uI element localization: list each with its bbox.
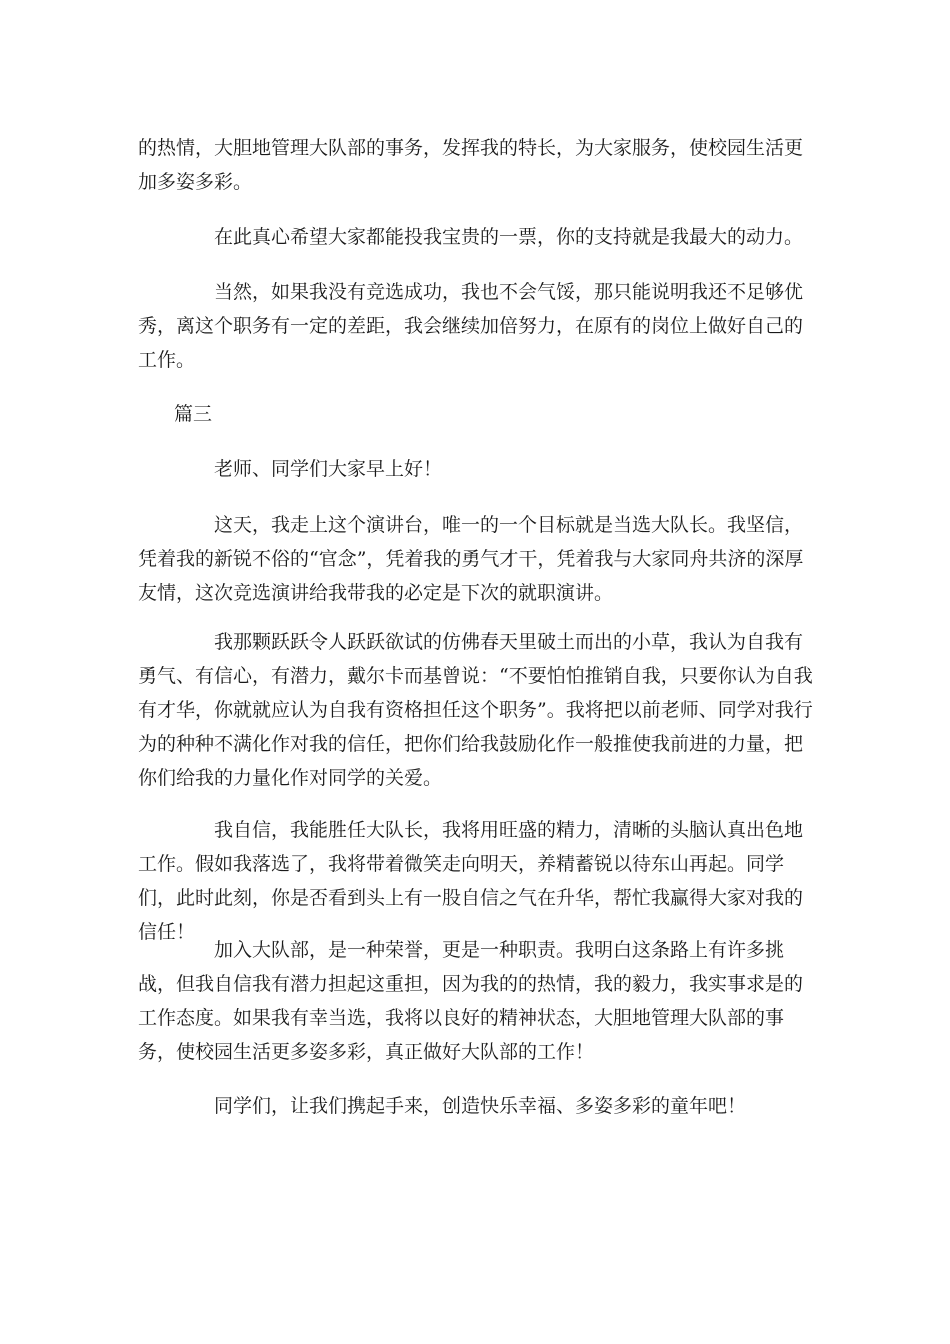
paragraph-2: 在此真心希望大家都能投我宝贵的一票，你的支持就是我最大的动力。 — [214, 226, 804, 248]
paragraph-4: 老师、同学们大家早上好！ — [214, 458, 443, 480]
paragraph-3: 当然，如果我没有竞选成功，我也不会气馁，那只能说明我还不足够优秀，离这个职务有一定的差距，我会继续加倍努力，在原有的岗位上做好自己的工作。 — [138, 281, 804, 371]
paragraph-9: 同学们，让我们携起手来，创造快乐幸福、多姿多彩的童年吧！ — [214, 1095, 747, 1117]
paragraph-1: 的热情，大胆地管理大队部的事务，发挥我的特长，为大家服务，使校园生活更加多姿多彩。 — [138, 137, 804, 193]
paragraph-6: 我那颗跃跃令人跃跃欲试的仿佛春天里破土而出的小草，我认为自我有勇气、有信心，有潜力，戴尔卡而基曾说：“不要怕怕推销自我，只要你认为自我有才华，你就就应认为自我有资格担任这个职务”。我将把以前老师、同学对我行为的种种不满化作对我的信任，把你们给我鼓励化作一般推使我前进的力量，把你们给我的力量化作对同学的关爱。 — [138, 631, 813, 789]
paragraph-8: 加入大队部，是一种荣誉，更是一种职责。我明白这条路上有许多挑战，但我自信我有潜力担起这重担，因为我的的热情，我的毅力，我实事求是的工作态度。如果我有幸当选，我将以良好的精神状态，大胆地管理大队部的事务，使校园生活更多姿多彩，真正做好大队部的工作！ — [138, 939, 804, 1063]
paragraph-7: 我自信，我能胜任大队长，我将用旺盛的精力，清晰的头脑认真出色地工作。假如我落选了，我将带着微笑走向明天，养精蓄锐以待东山再起。同学们，此时此刻，你是否看到头上有一股自信之气在升华，帮忙我赢得大家对我的信任！ — [138, 819, 804, 943]
paragraph-5: 这天，我走上这个演讲台，唯一的一个目标就是当选大队长。我坚信，凭着我的新锐不俗的“官念”，凭着我的勇气才干，凭着我与大家同舟共济的深厚友情，这次竞选演讲给我带我的必定是下次的就职演讲。 — [138, 514, 804, 604]
section-title: 篇三 — [174, 403, 213, 425]
